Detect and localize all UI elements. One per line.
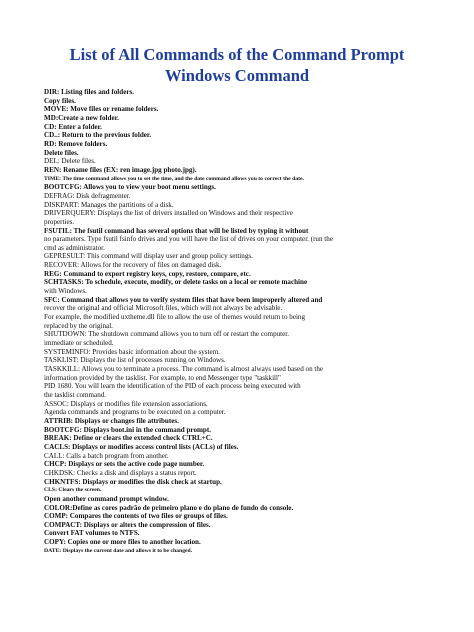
title-line-1: List of All Commands of the Command Prompt [69,45,405,64]
title-line-2: Windows Command [164,66,310,85]
text-line: DEFRAG: Disk defragmenter. [44,191,131,200]
text-line: Agenda commands and programs to be executed on a computer. [44,408,226,417]
text-line: CHKDSK: Checks a disk and displays a status report. [44,468,197,477]
text-line: BREAK: Define or clears the extended check CTRL+C. [44,434,213,443]
text-line: RD: Remove folders. [44,139,108,148]
text-line: no parameters. Type fsutil fsinfo drives and you will have the list of drives on your computer. (run the [44,235,333,244]
text-line: SFC: Command that allows you to verify system files that have been improperly altered and [44,295,323,304]
text-line: the tasklist command. [44,390,107,399]
text-line: SCHTASKS: To schedule, execute, modify, or delete tasks on a local or remote machine [44,278,308,287]
text-line: MD:Create a new folder. [44,113,119,122]
text-line: CD: Enter a folder. [44,122,102,131]
text-line: CACLS: Displays or modifies access control lists (ACLs) of files. [44,442,239,451]
text-line: ATTRIB: Displays or changes file attributes. [44,416,179,425]
text-line: GEPRESULT: This command will display user and group policy settings. [44,252,253,261]
text-line: MOVE: Move files or rename folders. [44,105,159,114]
text-line: Copy files. [44,96,76,105]
text-line: REG: Command to export registry keys, copy, restore, compare, etc. [44,269,251,278]
text-line: REN: Rename files (EX: ren image.jpg photo.jpg). [44,165,197,174]
text-line: Convert FAT volumes to NTFS. [44,529,140,538]
text-line: ASSOC: Displays or modifies file extension associations. [44,399,208,408]
text-line: PID 1680. You will learn the identification of the PID of each process being executed with [44,382,301,391]
text-line: CHCP: Displays or sets the active code page number. [44,460,205,469]
text-line: properties. [44,217,75,226]
text-line: BOOTCFG: Allows you to view your boot menu settings. [44,183,216,192]
text-line: recover the original and official Microsoft files, which will not always be advisable. [44,304,283,313]
text-line: immediate or scheduled. [44,339,114,348]
text-line: replaced by the original. [44,321,113,330]
text-line: TASKKILL: Allows you to terminate a process. The command is almost always used based on the [44,365,324,373]
text-line: TIME: The time command allows you to set the time, and the date command allows you to correct the date. [44,175,304,182]
text-line: DEL: Delete files. [44,157,96,166]
text-line: RECOVER: Allows for the recovery of files on damaged disk. [44,261,222,270]
text-line: CLS: Clears the screen. [44,487,102,494]
text-line: COLOR:Define as cores padrão de primeiro plano e do plano de fundo do console. [44,503,294,512]
text-line: SYSTEMINFO: Provides basic information about the system. [44,347,220,356]
text-line: cmd as administrator. [44,243,105,252]
text-line: Open another command prompt window. [44,494,169,503]
text-line: FSUTIL: The fsutil command has several options that will be listed by typing it without [44,226,309,235]
document-title [0,44,474,86]
text-line: CHKNTFS: Displays or modifies the disk check at startup. [44,477,222,486]
text-line: COPY: Copies one or more files to another location. [44,538,201,547]
text-line: DRIVERQUERY: Displays the list of drivers installed on Windows and their respective [44,209,293,218]
text-line: COMPACT: Displays or alters the compression of files. [44,520,211,529]
document-body [44,88,436,555]
text-line: TASKLIST: Displays the list of processes running on Windows. [44,356,226,365]
text-line: CD..: Return to the previous folder. [44,131,152,140]
text-line: COMP: Compares the contents of two files or groups of files. [44,512,228,521]
text-line: DATE: Displays the current date and allows it to be changed. [44,547,193,554]
text-line: For example, the modified uxtheme.dll file to allow the use of themes would return to being [44,313,306,322]
text-line: with Windows. [44,287,87,296]
text-line: DIR: Listing files and folders. [44,88,135,96]
text-line: SHUTDOWN: The shutdown command allows you to turn off or restart the computer. [44,330,290,339]
text-line: Delete files. [44,148,79,157]
text-line: information provided by the tasklist. For example, to end Messenger type "taskkill" [44,373,281,382]
text-line: BOOTCFG: Displays boot.ini in the command prompt. [44,425,211,434]
text-line: DISKPART: Manages the partitions of a disk. [44,200,174,209]
text-line: CALL: Calls a batch program from another. [44,451,169,460]
